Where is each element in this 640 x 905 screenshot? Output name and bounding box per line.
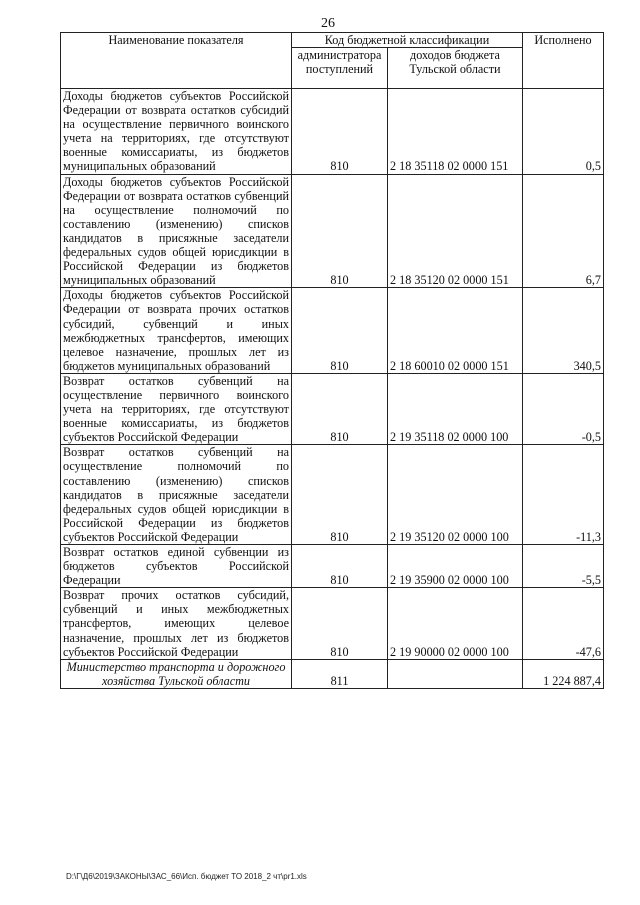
- row-amount: -47,6: [523, 588, 604, 659]
- row-code: 2 19 90000 02 0000 100: [388, 588, 523, 659]
- table-row: [61, 174, 604, 288]
- row-admin: 810: [292, 373, 388, 444]
- row-admin: 810: [292, 445, 388, 545]
- row-code: 2 18 60010 02 0000 151: [388, 288, 523, 374]
- budget-table: [60, 32, 604, 689]
- table-row: [61, 288, 604, 374]
- row-name: Доходы бюджетов субъектов Российской Федерации от возврата остатков субвенций на осуществление полномочий по составлению (изменению) списков кандидатов в присяжные заседатели федеральных судов общей юрисдикции в Российской Федерации из бюджетов муниципальных образований: [61, 174, 292, 288]
- row-name: Возврат остатков субвенций на осуществление первичного воинского учета на территориях, где отсутствуют военные комиссариаты, из бюджетов субъектов Российской Федерации: [61, 373, 292, 444]
- row-admin: 810: [292, 545, 388, 588]
- row-name: Возврат остатков единой субвенции из бюджетов субъектов Российской Федерации: [61, 545, 292, 588]
- header-admin: администратора поступлений: [292, 48, 388, 89]
- row-amount: -11,3: [523, 445, 604, 545]
- row-admin: 810: [292, 174, 388, 288]
- row-amount: 6,7: [523, 174, 604, 288]
- row-amount: 0,5: [523, 89, 604, 175]
- table-row: [61, 89, 604, 175]
- row-code: 2 19 35120 02 0000 100: [388, 445, 523, 545]
- table-row: [61, 545, 604, 588]
- row-amount: -5,5: [523, 545, 604, 588]
- row-name: Возврат прочих остатков субсидий, субвенций и иных межбюджетных трансфертов, имеющих целевое назначение, прошлых лет из бюджетов субъектов Российской Федерации: [61, 588, 292, 659]
- row-code: 2 19 35900 02 0000 100: [388, 545, 523, 588]
- row-code: 2 18 35120 02 0000 151: [388, 174, 523, 288]
- header-income: доходов бюджета Тульской области: [388, 48, 523, 89]
- row-amount: 340,5: [523, 288, 604, 374]
- header-row-1: [61, 33, 604, 48]
- row-amount: -0,5: [523, 373, 604, 444]
- page-number: 26: [321, 16, 335, 31]
- header-executed: Исполнено: [523, 33, 604, 89]
- header-name: Наименование показателя: [61, 33, 292, 89]
- row-code: 2 19 35118 02 0000 100: [388, 373, 523, 444]
- row-admin: 810: [292, 288, 388, 374]
- file-path: D:\Г\Д6\2019\ЗАКОНЫ\ЗАС_66\Исп. бюджет ТО 2018_2 чт\pr1.xls: [66, 872, 307, 881]
- table-row: [61, 588, 604, 659]
- ministry-amount: 1 224 887,4: [523, 659, 604, 688]
- row-admin: 810: [292, 89, 388, 175]
- row-name: Доходы бюджетов субъектов Российской Федерации от возврата прочих остатков субсидий, субвенций и иных межбюджетных трансфертов, имеющих целевое назначение, прошлых лет из бюджетов муниципальных образований: [61, 288, 292, 374]
- row-admin: 810: [292, 588, 388, 659]
- row-code: 2 18 35118 02 0000 151: [388, 89, 523, 175]
- row-name: Доходы бюджетов субъектов Российской Федерации от возврата остатков субсидий на осуществление первичного воинского учета на территориях, где отсутствуют военные комиссариаты, из бюджетов муниципальных образований: [61, 89, 292, 175]
- ministry-name: Министерство транспорта и дорожного хозяйства Тульской области: [61, 659, 292, 688]
- table-row: [61, 445, 604, 545]
- ministry-row: [61, 659, 604, 688]
- ministry-admin: 811: [292, 659, 388, 688]
- header-code-group: Код бюджетной классификации: [292, 33, 523, 48]
- table-row: [61, 373, 604, 444]
- row-name: Возврат остатков субвенций на осуществление полномочий по составлению (изменению) списков кандидатов в присяжные заседатели федеральных судов общей юрисдикции в Российской Федерации из бюджетов субъектов Российской Федерации: [61, 445, 292, 545]
- ministry-code: [388, 659, 523, 688]
